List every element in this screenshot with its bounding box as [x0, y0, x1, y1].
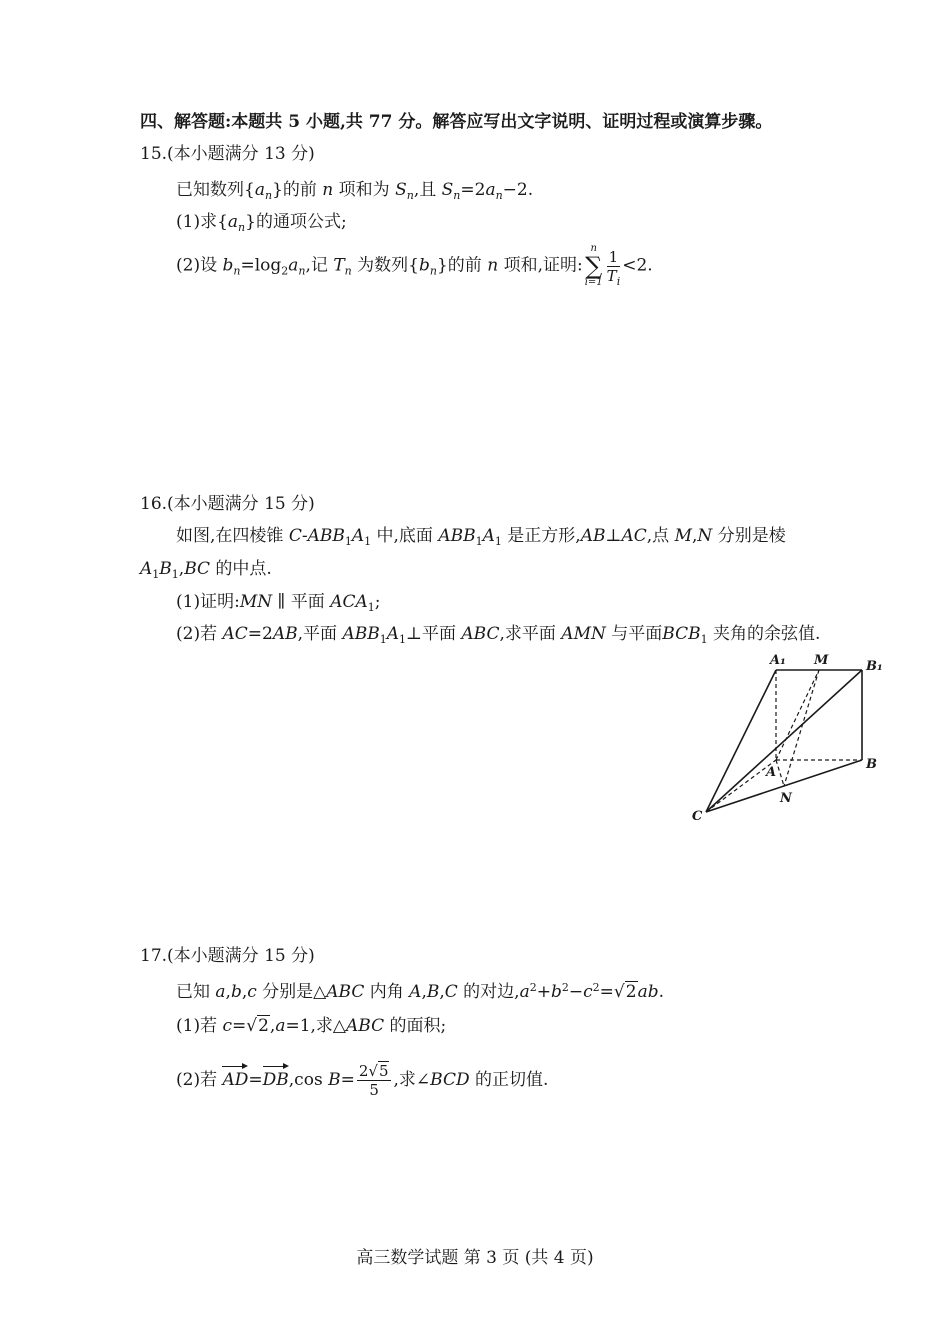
edge-C-A1	[706, 670, 776, 812]
q17-part1: (1)若 c=√2,a=1,求△ABC 的面积;	[176, 1016, 447, 1036]
q16-part1: (1)证明:MN ∥ 平面 $ACA_1$;	[176, 592, 381, 614]
label-A: A	[766, 765, 777, 780]
segment-M-N	[784, 670, 819, 786]
label-N: N	[780, 791, 792, 806]
q16-header: 16.(本小题满分 15 分)	[140, 494, 315, 514]
page-footer: 高三数学试题 第 3 页 (共 4 页)	[356, 1248, 594, 1268]
q16-part2: (2)若 AC=2AB,平面 $ABB_1A_1\perp$平面 ABC,求平面 AMN 与平面$BCB_1$ 夹角的余弦值.	[176, 624, 821, 646]
q17-part2: (2)若 AD=DB,cos B= $\frac{2√5}{5}$ ,求∠BCD 的正切值.	[176, 1062, 549, 1099]
q15-header: 15.(本小题满分 13 分)	[140, 144, 315, 164]
label-B: B	[866, 757, 877, 772]
label-C: C	[692, 809, 703, 824]
label-A1: A₁	[770, 653, 786, 668]
label-B1: B₁	[866, 659, 883, 674]
q16-line2: $A_1B_1,BC$ 的中点.	[140, 559, 272, 581]
q15-part1: (1)求$\{a_n\}$的通项公式;	[176, 212, 347, 234]
segment-A-N	[776, 760, 784, 786]
q17-line1: 已知 a,b,c 分别是△ABC 内角 A,B,C 的对边$,a^2+b^2-c^2=√2ab$.	[176, 981, 664, 1002]
summation-symbol: n ∑ i=1	[584, 243, 603, 288]
pyramid-figure	[680, 650, 890, 830]
label-M: M	[814, 653, 829, 668]
section-title: 四、解答题:本题共 5 小题,共 77 分。解答应写出文字说明、证明过程或演算步骤。	[140, 112, 773, 132]
q17-header: 17.(本小题满分 15 分)	[140, 946, 315, 966]
q16-line1: 如图,在四棱锥 $C-ABB_1A_1$ 中,底面 $ABB_1A_1$ 是正方形,AB⊥AC,点 M,N 分别是棱	[176, 526, 786, 548]
q15-part2: (2)设 $b_n=\log_2a_n$,记 $T_n$ 为数列$\{b_n\}$的前 n 项和,证明: n ∑ i=1 $\frac{1}{T_i}$ <2.	[176, 243, 653, 288]
q15-line1: 已知数列$\{a_n\}$的前 n 项和为 $S_n$,且 $S_n=2a_n-2$.	[176, 180, 534, 202]
